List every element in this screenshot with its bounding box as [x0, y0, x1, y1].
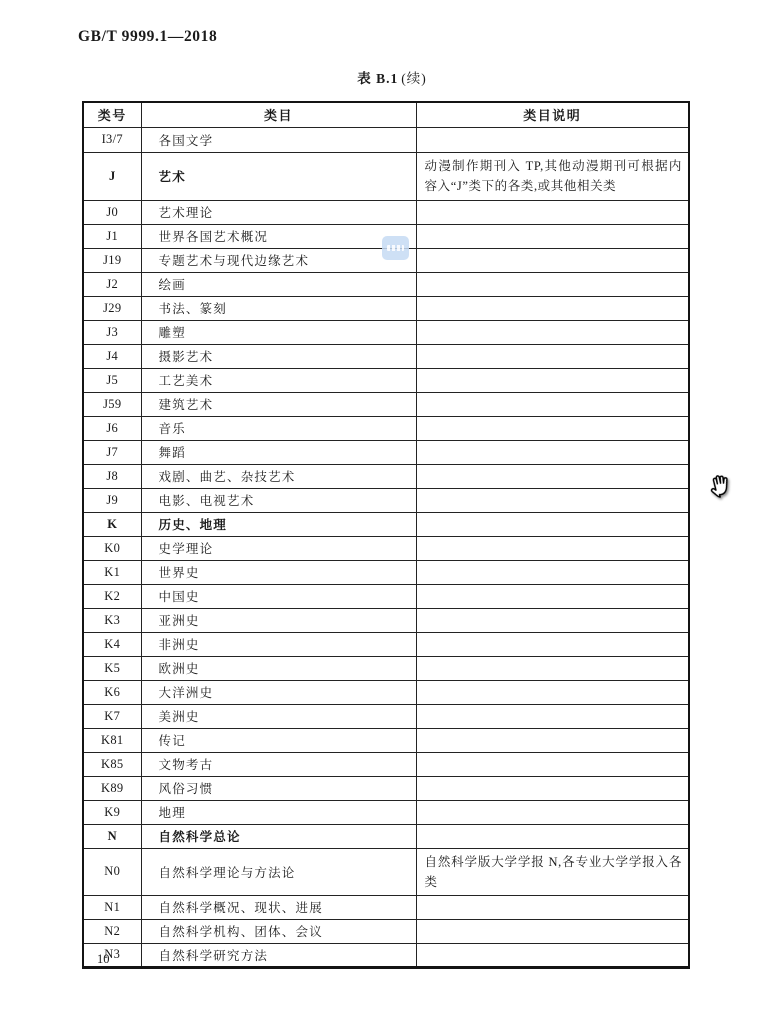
row-category: 音乐: [141, 416, 416, 440]
table-row: [83, 512, 689, 536]
table-row: [83, 344, 689, 368]
row-category: 建筑艺术: [141, 392, 416, 416]
table-caption-continued: (续): [401, 71, 427, 86]
row-category: 中国史: [141, 584, 416, 608]
row-class-number: K0: [83, 536, 141, 560]
row-class-number: K89: [83, 776, 141, 800]
table-body: [83, 127, 689, 967]
table-row: [83, 536, 689, 560]
row-category: 风俗习惯: [141, 776, 416, 800]
table-row: [83, 704, 689, 728]
table-row: [83, 680, 689, 704]
row-description: [416, 560, 689, 584]
row-category: 自然科学概况、现状、进展: [141, 895, 416, 919]
table-row: [83, 560, 689, 584]
row-category: 欧洲史: [141, 656, 416, 680]
row-class-number: K2: [83, 584, 141, 608]
table-row: [83, 919, 689, 943]
row-category: 传记: [141, 728, 416, 752]
row-category: 自然科学总论: [141, 824, 416, 848]
row-class-number: K6: [83, 680, 141, 704]
table-row: [83, 752, 689, 776]
row-class-number: J: [83, 152, 141, 200]
table-row: [83, 392, 689, 416]
row-description: [416, 776, 689, 800]
row-class-number: J3: [83, 320, 141, 344]
row-class-number: J5: [83, 368, 141, 392]
row-category: 工艺美术: [141, 368, 416, 392]
row-class-number: K5: [83, 656, 141, 680]
page-number: 10: [97, 952, 110, 966]
row-description: [416, 656, 689, 680]
row-category: 雕塑: [141, 320, 416, 344]
table-row: [83, 464, 689, 488]
row-category: 电影、电视艺术: [141, 488, 416, 512]
table-row: [83, 824, 689, 848]
table-row: [83, 608, 689, 632]
row-description: [416, 344, 689, 368]
row-class-number: K: [83, 512, 141, 536]
row-description: [416, 632, 689, 656]
row-class-number: N3: [83, 943, 141, 967]
row-class-number: J29: [83, 296, 141, 320]
row-category: 美洲史: [141, 704, 416, 728]
row-description: [416, 296, 689, 320]
row-class-number: J59: [83, 392, 141, 416]
row-category: 世界各国艺术概况: [141, 224, 416, 248]
row-description: [416, 728, 689, 752]
row-category: 亚洲史: [141, 608, 416, 632]
row-category: 艺术: [141, 152, 416, 200]
table-row: [83, 272, 689, 296]
row-description: [416, 895, 689, 919]
row-class-number: N2: [83, 919, 141, 943]
table-row: [83, 152, 689, 200]
grab-hand-cursor: [702, 466, 741, 505]
table-row: [83, 320, 689, 344]
row-class-number: K4: [83, 632, 141, 656]
row-class-number: K7: [83, 704, 141, 728]
table-row: [83, 416, 689, 440]
row-category: 世界史: [141, 560, 416, 584]
row-category: 史学理论: [141, 536, 416, 560]
row-category: 绘画: [141, 272, 416, 296]
row-class-number: N: [83, 824, 141, 848]
row-class-number: N1: [83, 895, 141, 919]
table-row: [83, 632, 689, 656]
row-description: [416, 704, 689, 728]
row-category: 艺术理论: [141, 200, 416, 224]
table-row: [83, 488, 689, 512]
row-class-number: J4: [83, 344, 141, 368]
row-category: 自然科学理论与方法论: [141, 848, 416, 895]
row-class-number: N0: [83, 848, 141, 895]
document-number: GB/T 9999.1—2018: [78, 28, 218, 45]
table-caption: [0, 67, 784, 87]
table-row: [83, 848, 689, 895]
classification-table: [82, 101, 690, 969]
row-description: [416, 127, 689, 152]
row-description: 动漫制作期刊入 TP,其他动漫期刊可根据内容入“J”类下的各类,或其他相关类: [416, 152, 689, 200]
row-class-number: I3/7: [83, 127, 141, 152]
row-description: [416, 416, 689, 440]
row-description: [416, 392, 689, 416]
row-category: 非洲史: [141, 632, 416, 656]
header-category-note: 类目说明: [416, 102, 689, 127]
row-category: 各国文学: [141, 127, 416, 152]
row-category: 自然科学研究方法: [141, 943, 416, 967]
row-category: 专题艺术与现代边缘艺术: [141, 248, 416, 272]
table-row: [83, 248, 689, 272]
row-class-number: K1: [83, 560, 141, 584]
row-description: [416, 464, 689, 488]
table-row: [83, 728, 689, 752]
table-row: [83, 584, 689, 608]
row-description: [416, 584, 689, 608]
row-description: [416, 943, 689, 967]
row-class-number: K3: [83, 608, 141, 632]
table-row: [83, 224, 689, 248]
row-category: 文物考古: [141, 752, 416, 776]
row-description: [416, 200, 689, 224]
row-class-number: J1: [83, 224, 141, 248]
row-class-number: K81: [83, 728, 141, 752]
table-row: [83, 296, 689, 320]
row-description: [416, 536, 689, 560]
row-class-number: J8: [83, 464, 141, 488]
row-description: 自然科学版大学学报 N,各专业大学学报入各类: [416, 848, 689, 895]
row-description: [416, 248, 689, 272]
row-category: 舞蹈: [141, 440, 416, 464]
row-category: 地理: [141, 800, 416, 824]
row-class-number: J19: [83, 248, 141, 272]
row-description: [416, 320, 689, 344]
row-category: 戏剧、曲艺、杂技艺术: [141, 464, 416, 488]
row-category: 大洋洲史: [141, 680, 416, 704]
row-category: 历史、地理: [141, 512, 416, 536]
table-row: [83, 895, 689, 919]
row-description: [416, 272, 689, 296]
table-row: [83, 200, 689, 224]
row-category: 自然科学机构、团体、会议: [141, 919, 416, 943]
row-description: [416, 440, 689, 464]
row-description: [416, 488, 689, 512]
table-row: [83, 943, 689, 967]
table-caption-label: 表 B.1: [357, 71, 399, 86]
row-class-number: K9: [83, 800, 141, 824]
row-description: [416, 752, 689, 776]
row-class-number: J6: [83, 416, 141, 440]
row-description: [416, 224, 689, 248]
header-class-number: 类号: [83, 102, 141, 127]
table-header-row: [83, 102, 689, 127]
row-class-number: J0: [83, 200, 141, 224]
row-description: [416, 824, 689, 848]
row-description: [416, 512, 689, 536]
row-category: 书法、篆刻: [141, 296, 416, 320]
table-row: [83, 440, 689, 464]
row-class-number: K85: [83, 752, 141, 776]
row-description: [416, 680, 689, 704]
row-description: [416, 368, 689, 392]
header-category: 类目: [141, 102, 416, 127]
row-class-number: J9: [83, 488, 141, 512]
table-row: [83, 800, 689, 824]
row-description: [416, 800, 689, 824]
table-row: [83, 127, 689, 152]
table-row: [83, 656, 689, 680]
row-category: 摄影艺术: [141, 344, 416, 368]
table-row: [83, 776, 689, 800]
table-row: [83, 368, 689, 392]
row-class-number: J2: [83, 272, 141, 296]
row-class-number: J7: [83, 440, 141, 464]
row-description: [416, 919, 689, 943]
row-description: [416, 608, 689, 632]
